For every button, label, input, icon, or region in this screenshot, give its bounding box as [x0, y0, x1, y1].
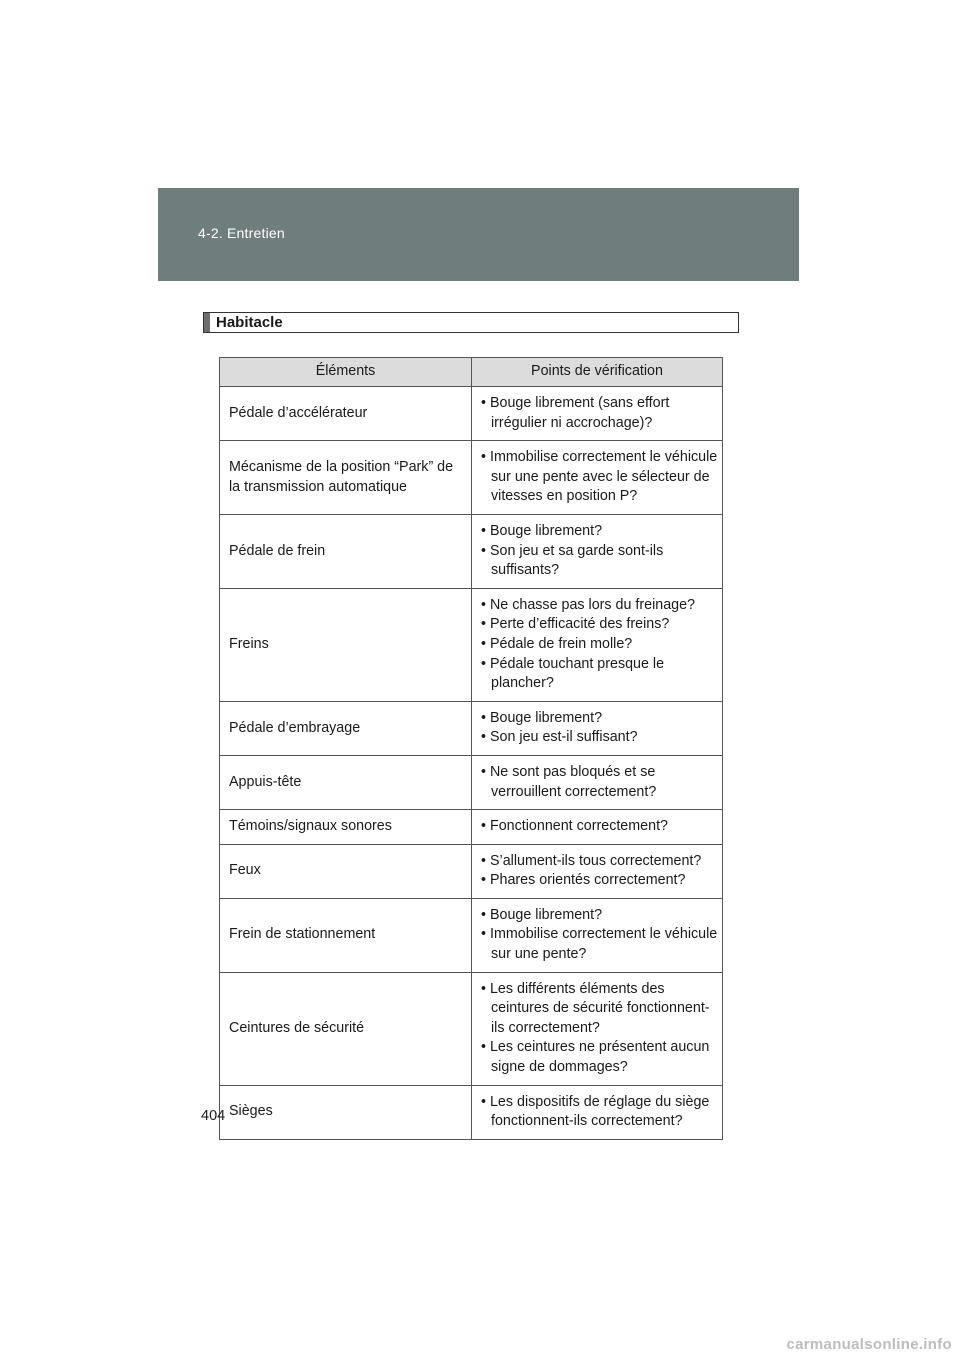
table-row — [220, 701, 723, 755]
table-row — [220, 972, 723, 1085]
table-row — [220, 387, 723, 441]
heading-bar — [204, 313, 210, 332]
check-point: • Bouge librement? — [481, 522, 718, 542]
table-row — [220, 844, 723, 898]
section-label: 4-2. Entretien — [198, 225, 285, 241]
check-point: • Immobilise correctement le véhicule sur une pente avec le sélecteur de vitesses en position P? — [481, 448, 718, 507]
row-checks — [472, 755, 723, 809]
check-point: • Perte d’efficacité des freins? — [481, 615, 718, 635]
check-point: • Phares orientés correctement? — [481, 871, 718, 891]
row-item: Ceintures de sécurité — [220, 972, 472, 1085]
row-checks — [472, 387, 723, 441]
check-point: • S’allument-ils tous correctement? — [481, 852, 718, 872]
row-checks — [472, 844, 723, 898]
row-item: Témoins/signaux sonores — [220, 810, 472, 845]
row-item: Pédale d’embrayage — [220, 701, 472, 755]
check-point: • Les différents éléments des ceintures de sécurité fonctionnent-ils correctement? — [481, 980, 718, 1039]
row-checks — [472, 972, 723, 1085]
table-row — [220, 755, 723, 809]
check-point: • Immobilise correctement le véhicule sur une pente? — [481, 925, 718, 964]
check-point: • Les dispositifs de réglage du siège fonctionnent-ils correctement? — [481, 1093, 718, 1132]
page-number: 404 — [201, 1108, 226, 1124]
table-row — [220, 588, 723, 701]
row-checks — [472, 810, 723, 845]
table-row — [220, 898, 723, 972]
check-point: • Bouge librement (sans effort irrégulier ni accrochage)? — [481, 394, 718, 433]
row-checks — [472, 1085, 723, 1139]
row-item: Frein de stationnement — [220, 898, 472, 972]
row-checks — [472, 898, 723, 972]
row-item: Freins — [220, 588, 472, 701]
row-checks — [472, 514, 723, 588]
row-checks — [472, 588, 723, 701]
row-checks — [472, 701, 723, 755]
check-point: • Pédale touchant presque le plancher? — [481, 655, 718, 694]
row-item: Sièges — [220, 1085, 472, 1139]
table-row — [220, 514, 723, 588]
heading-title: Habitacle — [216, 314, 283, 331]
table-row — [220, 810, 723, 845]
table-body — [220, 387, 723, 1140]
maintenance-table — [219, 357, 723, 1140]
column-header-checks: Points de vérification — [472, 358, 723, 387]
check-point: • Ne chasse pas lors du freinage? — [481, 596, 718, 616]
row-item: Pédale d’accélérateur — [220, 387, 472, 441]
row-checks — [472, 441, 723, 515]
table-row — [220, 1085, 723, 1139]
table-row — [220, 441, 723, 515]
check-point: • Les ceintures ne présentent aucun signe de dommages? — [481, 1038, 718, 1077]
header-band — [158, 188, 799, 281]
check-point: • Ne sont pas bloqués et se verrouillent correctement? — [481, 763, 718, 802]
row-item: Feux — [220, 844, 472, 898]
watermark: carmanualsonline.info — [786, 1336, 952, 1353]
row-item: Pédale de frein — [220, 514, 472, 588]
row-item: Mécanisme de la position “Park” de la transmission automatique — [220, 441, 472, 515]
check-point: • Son jeu et sa garde sont-ils suffisants? — [481, 542, 718, 581]
row-item: Appuis-tête — [220, 755, 472, 809]
check-point: • Fonctionnent correctement? — [481, 817, 718, 837]
check-point: • Son jeu est-il suffisant? — [481, 728, 718, 748]
check-point: • Pédale de frein molle? — [481, 635, 718, 655]
table-header-row — [220, 358, 723, 387]
column-header-items: Éléments — [220, 358, 472, 387]
check-point: • Bouge librement? — [481, 709, 718, 729]
check-point: • Bouge librement? — [481, 906, 718, 926]
section-heading — [203, 312, 739, 333]
